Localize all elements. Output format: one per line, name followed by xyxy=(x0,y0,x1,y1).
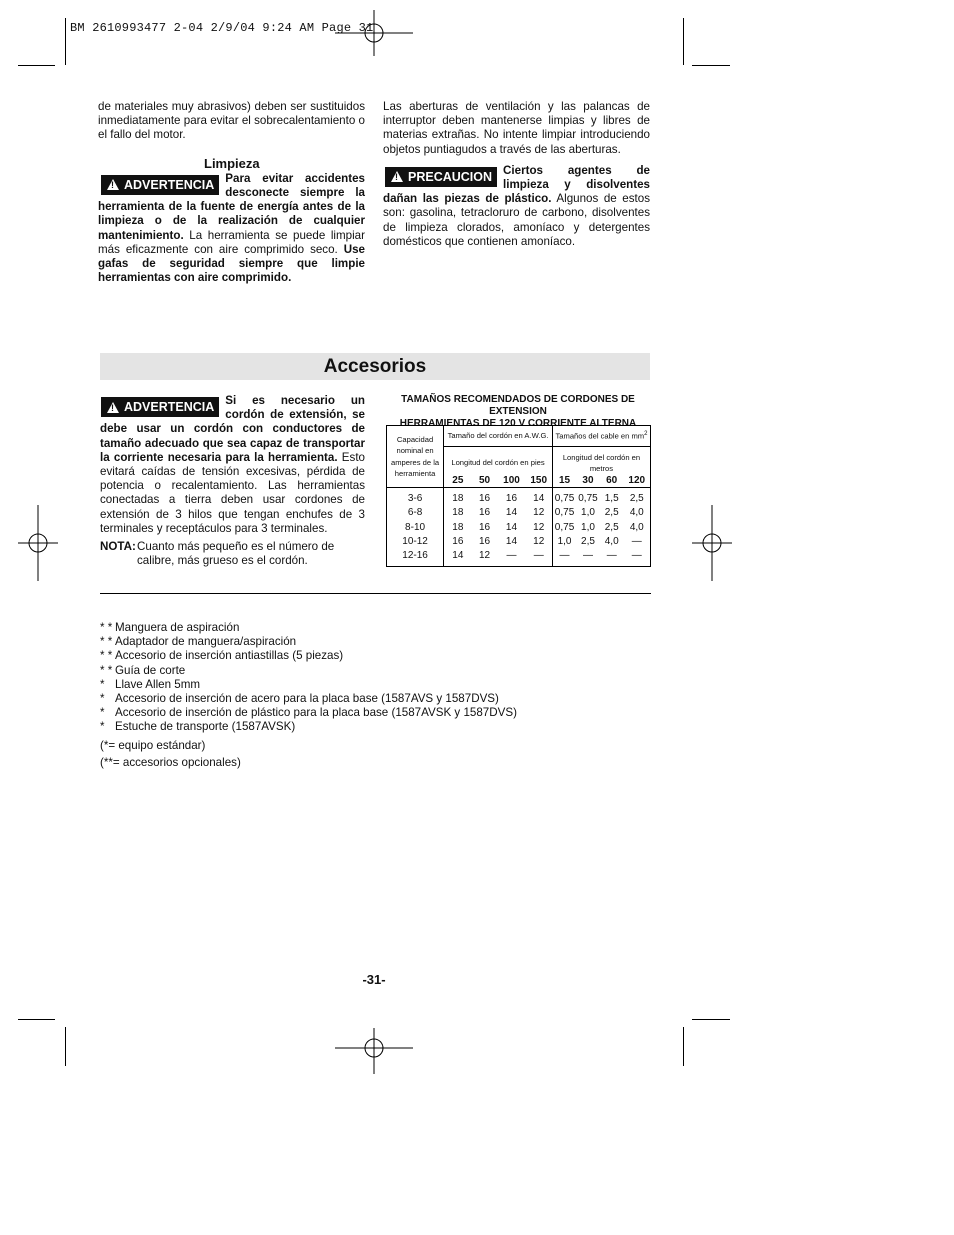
warning-body-text: La herramienta se puede limpiar más eficazmente con aire comprimido seco. xyxy=(98,228,365,256)
left-column-mid xyxy=(100,394,365,568)
warning-badge: ! ADVERTENCIA xyxy=(101,397,219,417)
crop-mark xyxy=(18,65,55,66)
col-header-rating: Capacidad nominal en amperes de la herramienta xyxy=(387,426,444,488)
warning-bold-text: Para evitar accidentes desconecte siempre la herramienta de la fuente de energía antes de la limpieza o de la realización de cualquier mantenimiento. xyxy=(98,171,365,242)
table-row: 10-12 16 16 14 12 1,0 2,5 4,0 — xyxy=(387,535,651,549)
section-title: Accesorios xyxy=(100,353,650,380)
meters-value: 120 xyxy=(624,474,651,488)
left-column-top xyxy=(98,100,365,285)
table-row: 12-16 14 12 — — — — — — xyxy=(387,549,651,567)
list-item: * * Accesorio de inserción antiastillas (5 piezas) xyxy=(100,649,344,663)
ventilation-paragraph: Las aberturas de ventilación y las palancas de interruptor deben mantenerse limpias y libres de materias extrañas. No intente limpiar introduciendo objetos puntiagudos a través de las aberturas. xyxy=(383,100,650,156)
table-row: 3-6 18 16 16 14 0,75 0,75 1,5 2,5 xyxy=(387,488,651,507)
meters-value: 30 xyxy=(576,474,600,488)
right-column-top xyxy=(383,100,650,249)
extension-bold-text: Si es necesario un cordón de extensión, se debe usar un cordón con conductores de tamaño adecuado que sea capaz de transportar la corriente necesaria para la herramienta. xyxy=(100,394,365,464)
col-header-awg: Tamaño del cordón en A.W.G. xyxy=(444,426,553,447)
subheader-feet: Longitud del cordón en pies xyxy=(444,447,553,475)
cleaning-heading: Limpieza xyxy=(204,155,260,171)
warning-triangle-icon xyxy=(107,179,119,190)
list-item: * * Adaptador de manguera/aspiración xyxy=(100,635,297,649)
warning-goggles-text: Use gafas de seguridad siempre que limpie herramientas con aire comprimido. xyxy=(98,242,365,285)
caution-badge: ! PRECAUCION xyxy=(385,167,497,187)
meters-value: 15 xyxy=(552,474,576,488)
accessories-list xyxy=(100,621,517,770)
section-divider xyxy=(100,593,651,594)
motor-paragraph: de materiales muy abrasivos) deben ser sustituidos inmediatamente para evitar el sobrecalentamiento o el fallo del motor. xyxy=(98,100,365,142)
list-item: * * Guía de corte xyxy=(100,663,186,677)
feet-value: 100 xyxy=(497,474,525,488)
registration-mark-right xyxy=(692,505,732,581)
meters-value: 60 xyxy=(600,474,624,488)
registration-mark-left xyxy=(18,505,58,581)
list-item: * Accesorio de inserción de acero para la placa base (1587AVS y 1587DVS) xyxy=(100,692,499,706)
print-slug: BM 2610993477 2-04 2/9/04 9:24 AM Page 31 xyxy=(70,21,374,35)
table-row: 6-8 18 16 14 12 0,75 1,0 2,5 4,0 xyxy=(387,506,651,520)
feet-value: 150 xyxy=(526,474,553,488)
page-number: -31- xyxy=(362,972,386,987)
warning-triangle-icon xyxy=(107,402,119,413)
caution-bold-text: Ciertos agentes de limpieza y disolventes dañan las piezas de plástico. xyxy=(383,163,650,206)
extension-warning xyxy=(100,394,365,536)
legend-optional: (**= accesorios opcionales) xyxy=(100,755,241,769)
subheader-meters: Longitud del cordón en metros xyxy=(552,447,650,475)
table-caption: TAMAÑOS RECOMENDADOS DE CORDONES DE EXTENSION HERRAMIENTAS DE 120 V CORRIENTE ALTERNA xyxy=(399,394,637,429)
crop-mark xyxy=(683,1027,684,1066)
cleaning-warning xyxy=(98,172,365,286)
table-row: 8-10 18 16 14 12 0,75 1,0 2,5 4,0 xyxy=(387,521,651,535)
crop-mark xyxy=(65,1027,66,1066)
caution-body-text: Algunos de estos son: gasolina, tetracloruro de carbono, disolventes de limpieza clorados, amoníaco y detergentes domésticos que contienen amoníaco. xyxy=(383,192,651,248)
note-label: NOTA: xyxy=(100,540,136,554)
extension-body-text: Esto evitará caídas de tensión excesivas, pérdida de potencia o recalentamiento. Las herramientas conectadas a tierra deben usar cordones de extensión de 3 hilos que tengan enchufes de 3 terminales y receptáculos para 3 terminales. xyxy=(100,450,366,535)
registration-mark-bottom xyxy=(335,1028,413,1074)
caution-block xyxy=(383,164,650,249)
crop-mark xyxy=(692,65,730,66)
crop-mark xyxy=(683,18,684,65)
crop-mark xyxy=(18,1019,55,1020)
note-text: Cuanto más pequeño es el número de calibre, más grueso es el cordón. xyxy=(137,540,335,568)
caution-triangle-icon xyxy=(391,171,403,182)
list-item: * * Manguera de aspiración xyxy=(100,621,240,634)
col-header-mm: Tamaños del cable en $mm^2$ xyxy=(552,426,650,447)
note xyxy=(100,540,365,568)
warning-badge: ! ADVERTENCIA xyxy=(101,175,219,195)
feet-value: 50 xyxy=(472,474,498,488)
crop-mark xyxy=(65,18,66,65)
legend-standard: (*= equipo estándar) xyxy=(100,738,206,752)
list-item: * Estuche de transporte (1587AVSK) xyxy=(100,720,296,734)
list-item: * Accesorio de inserción de plástico para la placa base (1587AVSK y 1587DVS) xyxy=(100,706,517,720)
registration-mark-top xyxy=(335,10,413,56)
list-item: * Llave Allen 5mm xyxy=(100,677,201,691)
feet-value: 25 xyxy=(444,474,472,488)
crop-mark xyxy=(692,1019,730,1020)
extension-cord-table xyxy=(386,425,651,567)
